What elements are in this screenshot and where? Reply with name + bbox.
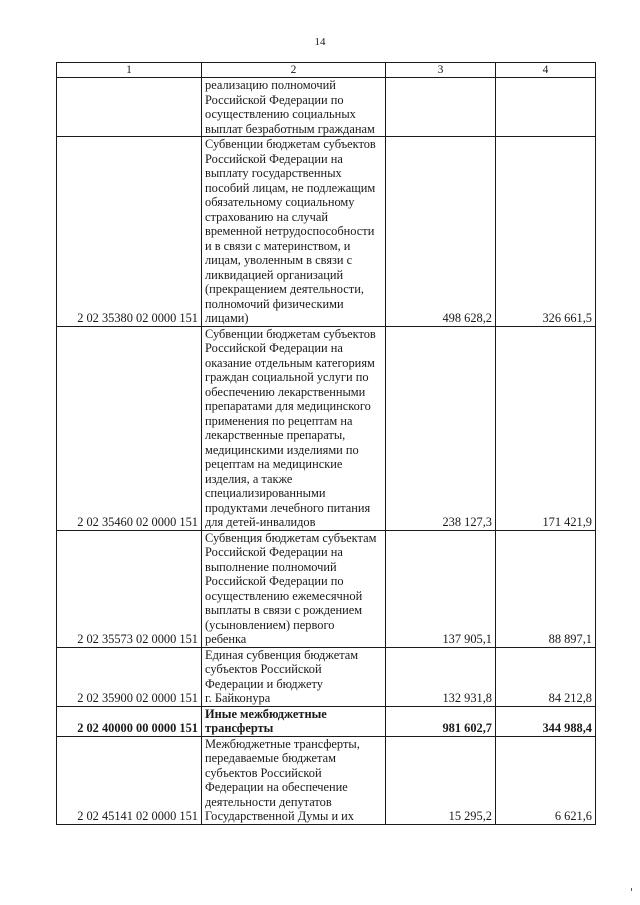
column-header-4: 4: [496, 63, 596, 78]
description-line: медицинскими изделиями по: [205, 442, 359, 457]
description-line: Межбюджетные трансферты,: [205, 736, 360, 751]
description-line: страхованию на случай: [205, 209, 328, 224]
description-cell: [202, 326, 386, 530]
description-cell: [202, 706, 386, 736]
table-row: [57, 326, 596, 530]
description-line: применения по рецептам на: [205, 413, 353, 428]
amount-column-3-cell: 238 127,3: [386, 326, 496, 530]
description-line: деятельности депутатов: [205, 794, 332, 809]
description-line: Субвенция бюджетам субъектам: [205, 530, 377, 545]
description-line: г. Байконура: [205, 691, 271, 705]
description-line: обязательному социальному: [205, 195, 355, 209]
description-line: (прекращением деятельности,: [205, 282, 364, 296]
description-cell: [202, 137, 386, 327]
description-line: для детей-инвалидов: [205, 515, 316, 529]
description-line: передаваемые бюджетам: [205, 751, 336, 765]
description-line: ребенка: [205, 632, 247, 646]
amount-column-4-cell: 326 661,5: [496, 137, 596, 327]
description-line: осуществлению социальных: [205, 107, 356, 121]
description-line: Федерации и бюджету: [205, 676, 323, 691]
description-line: (усыновлением) первого: [205, 617, 335, 632]
amount-column-4-cell: [496, 78, 596, 137]
description-line: Российской Федерации на: [205, 341, 343, 355]
description-line: пособий лицам, не подлежащим: [205, 180, 376, 195]
description-line: субъектов Российской: [205, 765, 322, 780]
description-line: граждан социальной услуги по: [205, 370, 369, 384]
page-number: 14: [314, 36, 326, 48]
description-line: Единая субвенция бюджетам: [205, 647, 359, 662]
description-cell: [202, 78, 386, 137]
table-body: [57, 63, 596, 825]
description-line: рецептам на медицинские: [205, 457, 343, 471]
description-line: Иные межбюджетные: [205, 706, 327, 721]
description-line: полномочий физическими: [205, 296, 344, 311]
description-line: лекарственные препараты,: [205, 428, 346, 442]
description-line: Субвенции бюджетам субъектов: [205, 137, 376, 151]
description-line: выплату государственных: [205, 166, 342, 180]
column-header-1: 1: [57, 63, 202, 78]
description-line: Субвенции бюджетам субъектов: [205, 326, 376, 341]
description-line: обеспечению лекарственными: [205, 384, 366, 399]
description-line: осуществлению ежемесячной: [205, 588, 363, 603]
table-row: [57, 647, 596, 706]
amount-column-3-cell: 15 295,2: [386, 736, 496, 824]
budget-code-cell: [57, 78, 202, 137]
budget-code-cell: 2 02 35380 02 0000 151: [57, 137, 202, 327]
table-row: [57, 78, 596, 137]
amount-column-4-cell: 344 988,4: [496, 706, 596, 736]
amount-column-3-cell: 132 931,8: [386, 647, 496, 706]
description-line: Российской Федерации на: [205, 151, 343, 166]
column-header-3: 3: [386, 63, 496, 78]
description-cell: [202, 736, 386, 824]
amount-column-3-cell: 981 602,7: [386, 706, 496, 736]
description-line: Российской Федерации по: [205, 92, 344, 107]
budget-table: [56, 62, 596, 825]
description-line: субъектов Российской: [205, 662, 322, 676]
amount-column-3-cell: 498 628,2: [386, 137, 496, 327]
description-line: выплаты в связи с рождением: [205, 603, 363, 617]
description-line: и в связи с материнством, и: [205, 238, 351, 253]
description-line: продуктами лечебного питания: [205, 500, 371, 515]
description-line: оказание отдельным категориям: [205, 355, 375, 370]
amount-column-4-cell: 171 421,9: [496, 326, 596, 530]
description-line: ликвидацией организаций: [205, 267, 344, 282]
amount-column-3-cell: [386, 78, 496, 137]
description-cell: [202, 647, 386, 706]
budget-code-cell: 2 02 45141 02 0000 151: [57, 736, 202, 824]
description-line: Государственной Думы и их: [205, 809, 355, 823]
table-row: [57, 736, 596, 824]
budget-code-cell: 2 02 35460 02 0000 151: [57, 326, 202, 530]
amount-column-3-cell: 137 905,1: [386, 530, 496, 647]
table-row: [57, 530, 596, 647]
column-header-2: 2: [202, 63, 386, 78]
description-line: лицами): [205, 311, 249, 325]
description-line: трансферты: [205, 721, 274, 735]
description-line: выполнение полномочий: [205, 559, 337, 574]
description-line: Российской Федерации по: [205, 574, 344, 588]
description-line: изделия, а также: [205, 471, 293, 486]
description-line: реализацию полномочий: [205, 78, 336, 92]
description-line: Российской Федерации на: [205, 545, 343, 559]
table-header-row: [57, 63, 596, 78]
table-row: [57, 706, 596, 736]
budget-code-cell: 2 02 35900 02 0000 151: [57, 647, 202, 706]
description-line: специализированными: [205, 486, 326, 500]
table-row: [57, 137, 596, 327]
description-line: Федерации на обеспечение: [205, 780, 348, 794]
budget-code-cell: 2 02 40000 00 0000 151: [57, 706, 202, 736]
amount-column-4-cell: 84 212,8: [496, 647, 596, 706]
budget-code-cell: 2 02 35573 02 0000 151: [57, 530, 202, 647]
amount-column-4-cell: 88 897,1: [496, 530, 596, 647]
description-line: лицам, уволенным в связи с: [205, 253, 353, 267]
description-line: временной нетрудоспособности: [205, 224, 375, 238]
margin-mark: [631, 888, 632, 891]
amount-column-4-cell: 6 621,6: [496, 736, 596, 824]
description-cell: [202, 530, 386, 647]
description-line: выплат безработным гражданам: [205, 121, 375, 136]
description-line: препаратами для медицинского: [205, 399, 371, 413]
